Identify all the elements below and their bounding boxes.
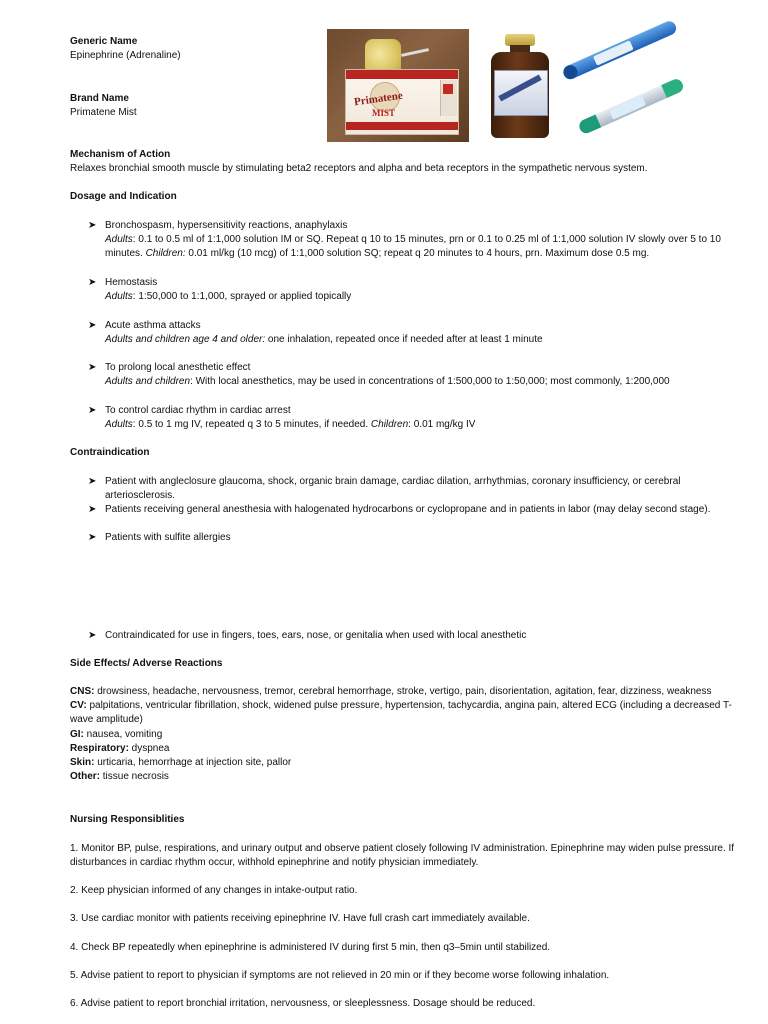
indication-title: Bronchospasm, hypersensitivity reactions, anaphylaxis <box>105 220 348 231</box>
side-effect-row: GI: nausea, vomiting <box>70 728 163 740</box>
arrow-bullet-icon: ➤ <box>88 320 97 331</box>
generic-name-heading: Generic Name <box>70 36 138 47</box>
mechanism-heading: Mechanism of Action <box>70 149 171 160</box>
epinephrine-vial-photo <box>488 30 553 142</box>
dosage-detail: Adults and children age 4 and older: one inhalation, repeated once if needed after at least 1 minute <box>105 334 543 346</box>
dosage-item <box>88 219 738 262</box>
brand-name-heading: Brand Name <box>70 93 129 104</box>
arrow-bullet-icon: ➤ <box>88 277 97 288</box>
nursing-item: 3. Use cardiac monitor with patients receiving epinephrine IV. Have full crash cart immediately available. <box>70 913 530 924</box>
inhaler-nozzle <box>401 48 429 57</box>
nursing-item: 2. Keep physician informed of any changes in intake-output ratio. <box>70 885 358 896</box>
arrow-bullet-icon: ➤ <box>88 504 97 515</box>
nursing-item: 4. Check BP repeatedly when epinephrine is administered IV during first 5 min, then q3–5min until stabilized. <box>70 942 551 953</box>
contraindication-item: ➤ Patients receiving general anesthesia with halogenated hydrocarbons or cyclopropane and in patients in labor (may delay second stage). <box>88 503 738 517</box>
dosage-detail: Adults: 1:50,000 to 1:1,000, sprayed or applied topically <box>105 291 352 303</box>
dosage-detail: Adults and children: With local anesthetics, may be used in concentrations of 1:500,000 to 1:50,000; most commonly, 1:200,000 <box>105 376 670 388</box>
box-brand-text: Primatene <box>353 89 404 109</box>
contraindication-heading: Contraindication <box>70 447 150 458</box>
indication-title: To control cardiac rhythm in cardiac arrest <box>105 405 291 416</box>
dosage-detail: Adults: 0.5 to 1 mg IV, repeated q 3 to 5 minutes, if needed. Children: 0.01 mg/kg IV <box>105 419 476 431</box>
indication-title: Hemostasis <box>105 277 158 288</box>
box-product-text: MIST <box>372 108 396 118</box>
arrow-bullet-icon: ➤ <box>88 405 97 416</box>
mechanism-text: Relaxes bronchial smooth muscle by stimulating beta2 receptors and alpha and beta receptors in the sympathetic nervous system. <box>70 163 648 174</box>
arrow-bullet-icon: ➤ <box>88 630 97 641</box>
dosage-heading: Dosage and Indication <box>70 191 177 202</box>
arrow-bullet-icon: ➤ <box>88 362 97 373</box>
indication-title: To prolong local anesthetic effect <box>105 362 251 373</box>
vial-label <box>494 70 548 116</box>
arrow-bullet-icon: ➤ <box>88 476 97 487</box>
dosage-detail: Adults: 0.1 to 0.5 ml of 1:1,000 solution IM or SQ. Repeat q 10 to 15 minutes, prn or 0.1 to 0.25 ml of 1:1,000 solution IV slowly over 5 to 10 minutes. Children: 0.01 ml/kg (10 mcg) of 1:1,000 solution SQ; repeat q 20 minutes to 4 hours, prn. Maximum dose 0.5 mg. <box>105 234 721 260</box>
brand-name-value: Primatene Mist <box>70 107 137 118</box>
side-effect-row: CNS: drowsiness, headache, nervousness, tremor, cerebral hemorrhage, stroke, vertigo, pain, disorientation, agitation, fear, dizziness, weakness <box>70 686 712 697</box>
contraindication-item: ➤ Patients with sulfite allergies <box>88 531 738 545</box>
dosage-item <box>88 361 738 389</box>
contraindication-item: ➤ Patient with angleclosure glaucoma, shock, organic brain damage, cardiac dilation, arrhythmias, coronary insufficiency, or cerebral arteriosclerosis. <box>88 476 681 502</box>
side-effect-row: Skin: urticaria, hemorrhage at injection site, pallor <box>70 757 292 769</box>
nursing-item: 1. Monitor BP, pulse, respirations, and urinary output and observe patient closely following IV administration. Epinephrine may widen pulse pressure. If disturbances in cardiac rhythm occur, withhold epinephrine and notify physician immediately. <box>70 843 735 869</box>
arrow-bullet-icon: ➤ <box>88 532 97 543</box>
arrow-bullet-icon: ➤ <box>88 220 97 231</box>
side-effects-list <box>70 685 738 784</box>
nursing-item: 5. Advise patient to report to physician if symptoms are not relieved in 20 min or if they become worse following inhalation. <box>70 970 610 981</box>
nursing-item: 6. Advise patient to report bronchial irritation, nervousness, or sleeplessness. Dosage should be reduced. <box>70 998 536 1009</box>
side-effect-row: CV: palpitations, ventricular fibrillation, shock, widened pulse pressure, hypertension, tachycardia, angina pain, altered ECG (including a decreased T-wave amplitude) <box>70 700 732 726</box>
side-effects-heading: Side Effects/ Adverse Reactions <box>70 658 223 669</box>
green-auto-injector <box>577 77 685 135</box>
blue-auto-injector <box>561 19 678 81</box>
contraindication-item: ➤ Contraindicated for use in fingers, toes, ears, nose, or genitalia when used with local anesthetic <box>88 629 738 643</box>
side-effect-row: Respiratory: dyspnea <box>70 742 170 754</box>
generic-name-value: Epinephrine (Adrenaline) <box>70 50 181 61</box>
dosage-item <box>88 276 738 304</box>
dosage-item <box>88 319 738 347</box>
dosage-item <box>88 404 738 432</box>
indication-title: Acute asthma attacks <box>105 320 201 331</box>
product-box <box>345 69 459 135</box>
nursing-heading: Nursing Responsiblities <box>70 814 185 825</box>
vial-bottle <box>491 52 549 138</box>
side-effect-row: Other: tissue necrosis <box>70 771 169 783</box>
auto-injector-pens-photo <box>562 44 684 140</box>
primatene-mist-box-photo <box>327 29 469 142</box>
